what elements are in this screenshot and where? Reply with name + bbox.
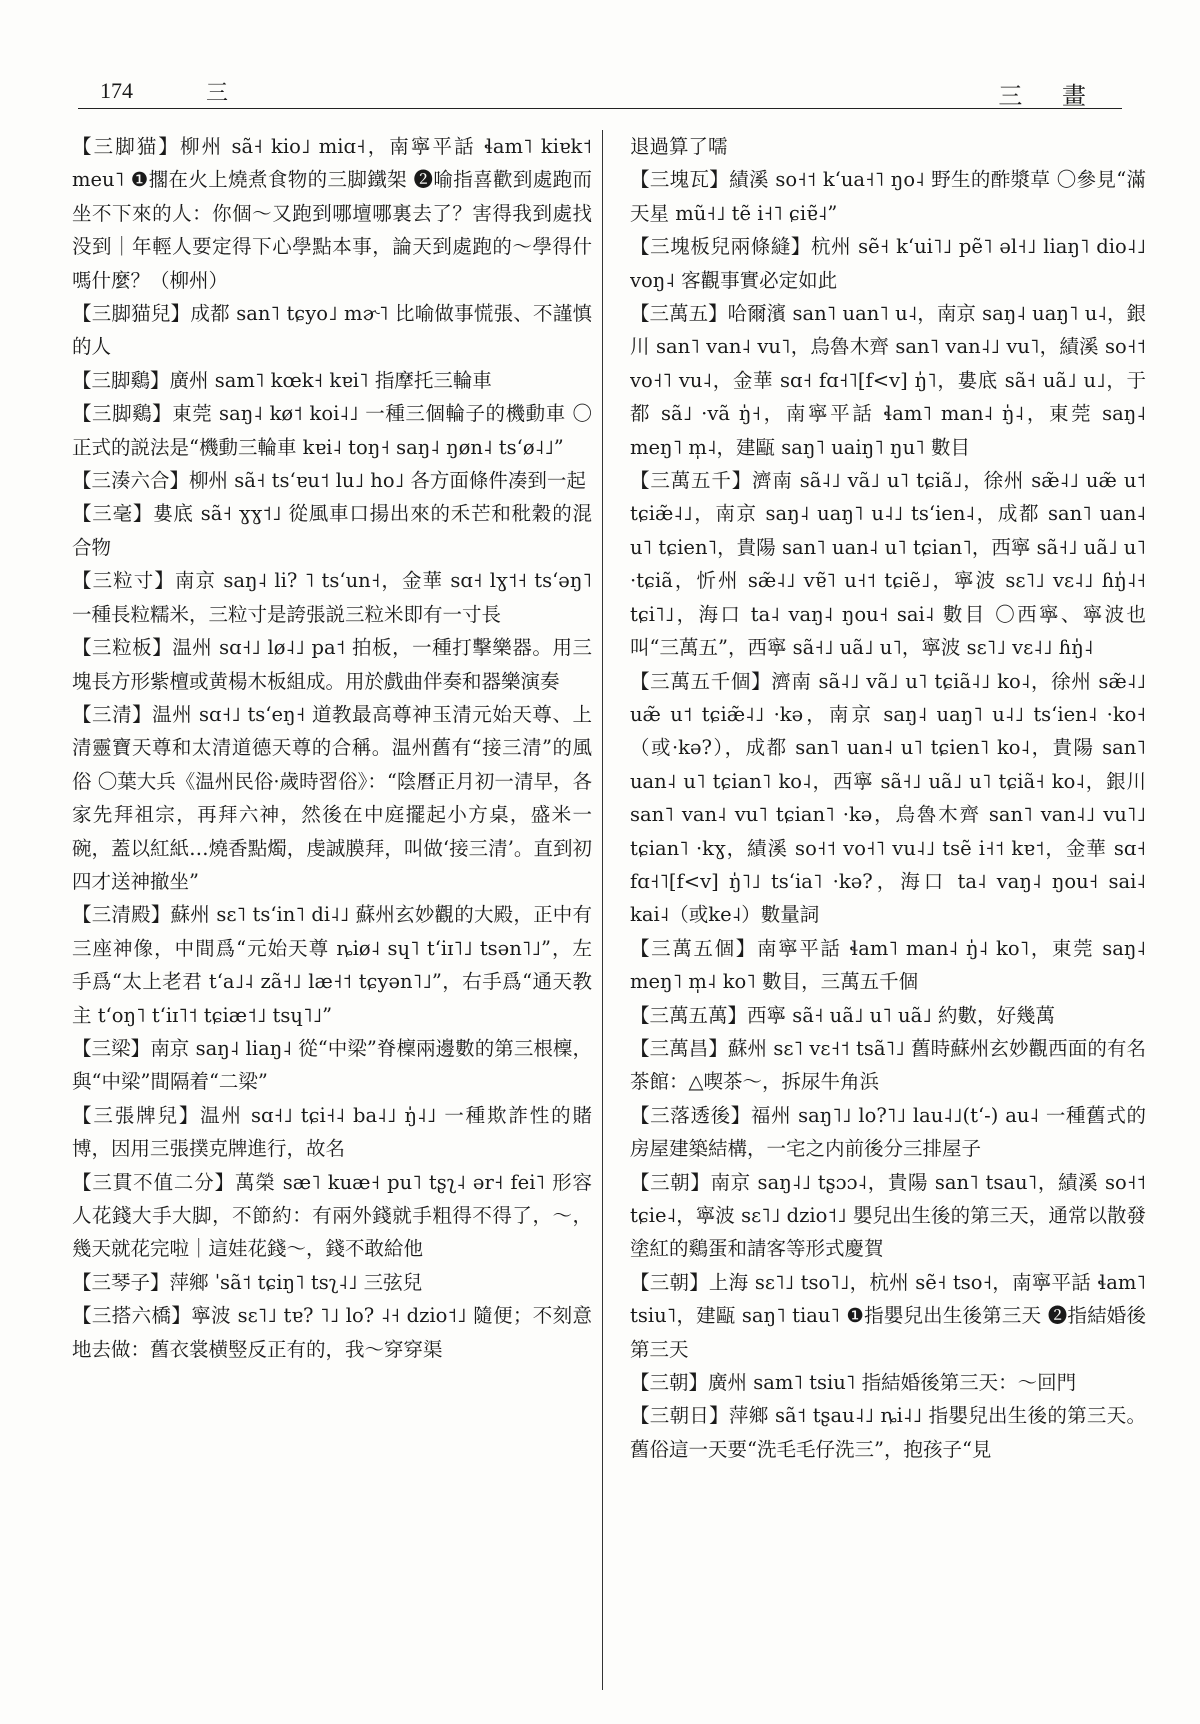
right-column	[630, 130, 1146, 1690]
dictionary-entry: 【三萬五】哈爾濱 san˥ uan˥ u˨，南京 saŋ˨ uaŋ˥ u˨，銀川 san˥ van˨ vu˥，烏魯木齊 san˥ van˨˩ vu˥，績溪 so˧˦ vo˧˥ vu˨，金華 sɑ˧ fɑ˧˥[f<v] ŋ̍˥，婁底 sã˧ uã˩ u˩，于都 sã˩ ·vã ŋ̍˧，南寧平話 ɬam˥ man˨ ŋ̍˨，東莞 saŋ˨ meŋ˥ m̩˨，建甌 saŋ˥ uaiŋ˥ ŋu˥ 數目	[630, 302, 1146, 459]
dictionary-entry: 【三梁】南京 saŋ˨ liaŋ˨ 從“中梁”脊檁兩邊數的第三根檁，與“中梁”間隔着“二梁”	[72, 1036, 592, 1094]
dictionary-entry: 【三萬五萬】西寧 sã˧ uã˩ u˥ uã˩ 約數，好幾萬	[630, 1003, 1056, 1027]
dictionary-entry: 【三朝】南京 saŋ˨˩ tʂɔɔ˨，貴陽 san˥ tsau˥，績溪 so˧˦ tɕie˨，寧波 sɛ˥˩ dzio˦˩ 嬰兒出生後的第三天，通常以散發塗紅的鷄蛋和請客等形式慶賀	[630, 1170, 1146, 1261]
dictionary-entry: 【三萬昌】蘇州 sɛ˥ vɛ˧˦ tsã˥˩ 舊時蘇州玄妙觀西面的有名茶館：△喫茶～，拆尿牛角浜	[630, 1036, 1146, 1094]
dictionary-entry: 【三清】温州 sɑ˧˩ tsʻeŋ˧ 道教最高尊神玉清元始天尊、上清靈寶天尊和太清道德天尊的合稱。温州舊有“接三清”的風俗 〇葉大兵《温州民俗·歲時習俗》：“陰曆正月初一清早，各家先拜祖宗，再拜六神，然後在中庭擺起小方桌，盛米一碗，蓋以紅紙…燒香點燭，虔誠膜拜，叫做‘接三清’。直到初四才送神撤坐”	[72, 702, 592, 893]
left-column	[72, 130, 592, 1690]
dictionary-entry: 【三萬五千個】濟南 sã˨˩ vã˩ u˥ tɕiã˨˩ ko˨，徐州 sæ̃˨˩ uæ̃ u˦ tɕiæ̃˨˩ ·kə，南京 saŋ˨ uaŋ˥ u˨˩ tsʻien˨ ·ko˧（或·kə?），成都 san˥ uan˨ u˥ tɕien˥ ko˨，貴陽 san˥ uan˨ u˥ tɕian˥ ko˨，西寧 sã˧˩ uã˩ u˥ tɕiã˧ ko˨，銀川 san˥ van˨ vu˥ tɕian˥ ·kə，烏魯木齊 san˥ van˨˩ vu˥˩ tɕian˥ ·kɣ，績溪 so˧˦ vo˧˥ vu˨˩ tsẽ i˧˦ kɐ˦，金華 sɑ˧ fɑ˧˥[f<v] ŋ̍˥˩ tsʻia˥ ·kə?，海口 ta˨ vaŋ˨ ŋou˧ sai˨ kai˨（或ke˨）數量詞	[630, 669, 1146, 927]
entry-continuation: 退過算了嚅	[630, 135, 728, 158]
dictionary-entry: 【三朝】廣州 sam˥ tsiu˥ 指結婚後第三天：～回門	[630, 1371, 1077, 1395]
dictionary-entry: 【三萬五個】南寧平話 ɬam˥ man˨ ŋ̍˨ ko˥，東莞 saŋ˨ meŋ˥ m̩˨ ko˥ 數目，三萬五千個	[630, 936, 1146, 994]
dictionary-entry: 【三搭六橋】寧波 sɛ˥˩ tɐ? ˥˩ lo? ˨˧ dzio˦˩ 隨便；不刻意地去做：舊衣裳横竪反正有的，我～穿穿渠	[72, 1304, 592, 1361]
section-character: 三	[206, 81, 229, 106]
dictionary-entry: 【三塊瓦】績溪 so˧˦ kʻua˧˥ ŋo˨ 野生的酢漿草 〇參見“滿天星 mũ˧˩ tẽ i˧˥ ɕiɐ̃˨”	[630, 168, 1146, 225]
page-number: 174	[100, 78, 133, 103]
dictionary-entry: 【三粒板】温州 sɑ˧˩ lø˨˩ pa˦ 拍板，一種打擊樂器。用三塊長方形紫檀或黄楊木板組成。用於戲曲伴奏和器樂演奏	[72, 636, 592, 693]
page-header	[78, 72, 1122, 109]
dictionary-entry: 【三貫不值二分】萬榮 sæ˥ kuæ˧ pu˥ tʂʅ˨ ər˧ fei˥ 形容人花錢大手大脚，不節約：有兩外錢就手粗得不得了，～，幾天就花完啦｜這娃花錢～，錢不敢給他	[72, 1170, 592, 1261]
dictionary-entry: 【三脚鷄】廣州 sam˥ kœk˧ kɐi˥ 指摩托三輪車	[72, 368, 492, 392]
dictionary-entry: 【三脚猫兒】成都 san˥ tɕyo˩ mɚ˥ 比喻做事慌張、不謹慎的人	[72, 302, 592, 359]
dictionary-entry: 【三脚鷄】東莞 saŋ˨ kø˦ koi˨˩ 一種三個輪子的機動車 〇正式的説法是“機動三輪車 kɐi˨ toŋ˧ saŋ˨ ŋøn˨ tsʻø˨˩”	[72, 402, 592, 459]
dictionary-entry: 【三毫】婁底 sã˧ ɣɣ˦˩ 從風車口揚出來的禾芒和秕穀的混合物	[72, 502, 592, 559]
dictionary-entry: 【三湊六合】柳州 sã˧ tsʻɐu˦ lu˩ ho˩ 各方面條件凑到一起	[72, 469, 586, 493]
dictionary-entry: 【三萬五千】濟南 sã˨˩ vã˩ u˥ tɕiã˩，徐州 sæ̃˨˩ uæ̃ u˦ tɕiæ̃˨˩，南京 saŋ˨ uaŋ˥ u˨˩ tsʻien˨，成都 san˥ uan˨ u˥ tɕien˥，貴陽 san˥ uan˨ u˥ tɕian˥，西寧 sã˧˩ uã˩ u˥ ·tɕiã，忻州 sæ̃˨˩ vɐ̃˥ u˧˦ tɕiẽ˩，寧波 sɛ˥˩ vɛ˨˩ ɦŋ̍˨˧ tɕi˥˩，海口 ta˨ vaŋ˨ ŋou˧ sai˨ 數目 〇西寧、寧波也叫“三萬五”，西寧 sã˧˩ uã˩ u˥，寧波 sɛ˥˩ vɛ˨˩ ɦŋ̍˨	[630, 469, 1146, 660]
dictionary-entry: 【三落透後】福州 saŋ˥˩ lo?˥˩ lau˨˩(tʻ-) au˨ 一種舊式的房屋建築結構，一宅之内前後分三排屋子	[630, 1103, 1146, 1161]
dictionary-entry: 【三清殿】蘇州 sɛ˥ tsʻin˥ di˨˩ 蘇州玄妙觀的大殿，正中有三座神像，中間爲“元始天尊 ȵiø˨ sɥ˥ tʻiɪ˥˩ tsən˥˩”，左手爲“太上老君 tʻa˩˨ zã˧˩ læ˧˦ tɕyən˥˩”，右手爲“通天教主 tʻoŋ˥ tʻiɪ˥˦ tɕiæ˦˩ tsɥ˥˩”	[72, 903, 592, 1027]
dictionary-entry: 【三脚猫】柳州 sã˧ kio˩ miɑ˧，南寧平話 ɬam˥ kiɐk˦ meu˥ ❶擱在火上燒煮食物的三脚鐵架 ❷喻指喜歡到處跑而坐不下來的人：你個～又跑到哪壇哪裏去了？害得我到處找没到｜年輕人要定得下心學點本事，論天到處跑的～學得什嗎什麼？（柳州）	[72, 135, 592, 292]
dictionary-entry: 【三朝日】萍鄉 sã˦ tʂau˨˩ ȵi˨˩ 指嬰兒出生後的第三天。舊俗這一天要“洗毛毛仔洗三”，抱孩子“見	[630, 1404, 1146, 1461]
column-divider	[602, 130, 603, 1690]
dictionary-entry: 【三張牌兒】温州 sɑ˧˩ tɕi˧˨ ba˨˩ ŋ̍˨˩ 一種欺詐性的賭博，因用三張撲克牌進行，故名	[72, 1103, 592, 1161]
dictionary-entry: 【三塊板兒兩條縫】杭州 sẽ˧ kʻui˥˩ pẽ˥ əl˧˩ liaŋ˥ dio˨˩ voŋ˨ 客觀事實必定如此	[630, 235, 1146, 292]
dictionary-entry: 【三粒寸】南京 saŋ˨ li? ˥ tsʻun˧，金華 sɑ˧ lɣ˦˧ tsʻəŋ˥ 一種長粒糯米，三粒寸是誇張説三粒米即有一寸長	[72, 569, 592, 626]
section-title: 三 畫	[998, 82, 1102, 110]
dictionary-entry: 【三琴子】萍鄉 ˈsã˦ tɕiŋ˥ tsʅ˨˩ 三弦兒	[72, 1270, 423, 1294]
dictionary-entry: 【三朝】上海 sɛ˥˩ tso˥˩，杭州 sẽ˧ tso˧，南寧平話 ɬam˥ tsiu˥，建甌 saŋ˥ tiau˥ ❶指嬰兒出生後第三天 ❷指結婚後第三天	[630, 1270, 1146, 1361]
